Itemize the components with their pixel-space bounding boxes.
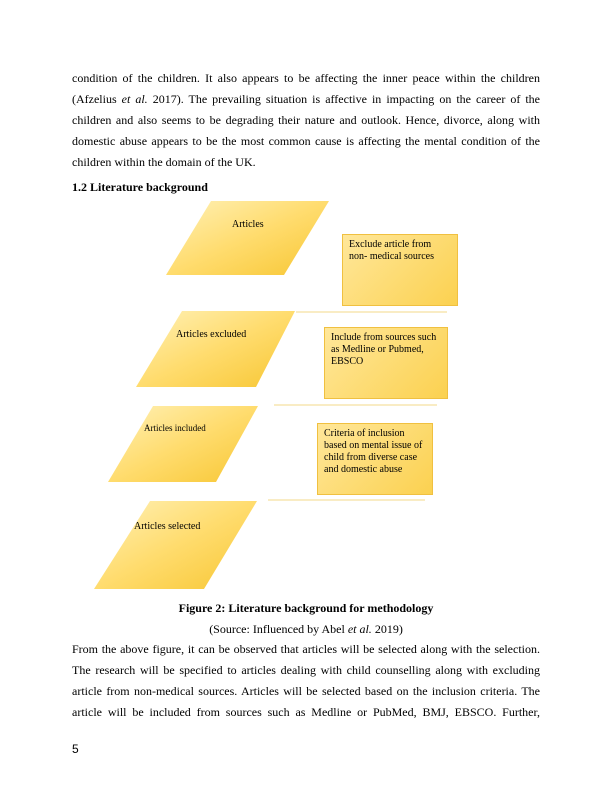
criteria-box: Include from sources such as Medline or Pubmed, EBSCO: [324, 327, 448, 399]
parallelogram-articles: [166, 201, 329, 275]
parallelogram-label: Articles excluded: [176, 329, 247, 340]
parallelogram-label: Articles included: [144, 423, 206, 433]
figure-caption: Figure 2: Literature background for methodology: [178, 601, 434, 615]
parallelogram-label: Articles selected: [134, 521, 201, 532]
text-line: condition of the children. It also appears to be affecting the inner peace within the children: [72, 71, 540, 85]
text-line: children and also seems to be degrading their nature and outlook. Hence, divorce, along with: [72, 113, 540, 127]
parallelogram-label: Articles: [232, 219, 264, 230]
text-line: article from non-medical sources. Articles will be selected based on the inclusion criteria. The: [72, 684, 540, 698]
criteria-box: Criteria of inclusion based on mental issue of child from diverse case and domestic abuse: [317, 423, 433, 495]
text-line: From the above figure, it can be observed that articles will be selected along with the selection.: [72, 642, 540, 656]
criteria-box: Exclude article from non- medical sources: [342, 234, 458, 306]
text-line: The research will be specified to articles dealing with child counselling along with excluding: [72, 663, 540, 677]
parallelogram-articles-excluded: [136, 311, 295, 387]
text-line: article will be included from sources such as Medline or PubMed, BMJ, EBSCO. Further,: [72, 705, 540, 719]
body-paragraph: [72, 639, 540, 723]
text-line: (Afzelius et al. 2017). The prevailing situation is affective in impacting on the career of the: [72, 92, 540, 106]
parallelogram-articles-included: [108, 406, 258, 482]
page-number: 5: [72, 742, 79, 756]
section-heading: 1.2 Literature background: [72, 180, 208, 194]
parallelogram-articles-selected: [94, 501, 257, 589]
text-line: children within the domain of the UK.: [72, 155, 256, 169]
text-line: domestic abuse appears to be the most common cause is affecting the mental condition of the: [72, 134, 540, 148]
figure-source: (Source: Influenced by Abel et al. 2019): [209, 622, 403, 636]
